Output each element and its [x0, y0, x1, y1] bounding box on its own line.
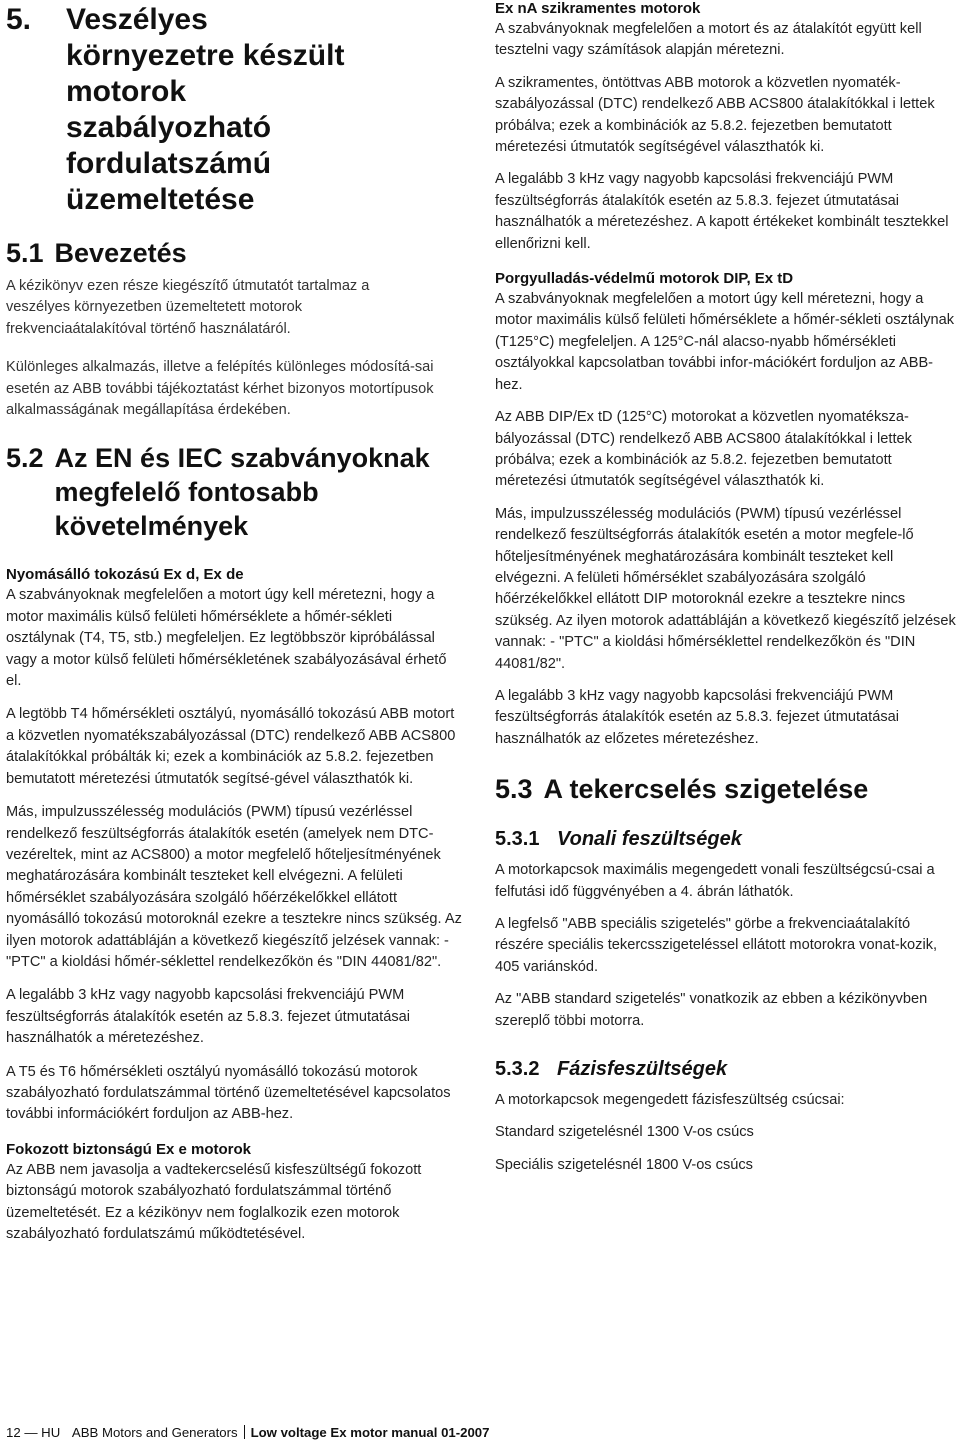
subheading-ex-d: Nyomásálló tokozású Ex d, Ex de: [6, 566, 244, 584]
section-title: Az EN és IEC szabványoknak megfelelő fontosabb követelmények: [54, 443, 430, 542]
paragraph: Az ABB nem javasolja a vadtekercselésű kisfeszültségű fokozott biztonságú motorok szabályozható fordulatszámmal történő üzemeltetését. Ez a kézikönyv nem foglalkozik ezen motorok szabályozható fordulatszámú működtetésével.: [6, 1161, 422, 1242]
section-5-3-heading: [495, 772, 957, 806]
section-number: 5.1: [6, 238, 44, 268]
footer-publisher: ABB Motors and Generators: [71, 1425, 238, 1440]
paragraph: Más, impulzusszélesség modulációs (PWM) típusú vezérléssel rendelkező feszültségforrás átalakítók esetén a motor megfele-lő hőteljesítményének meghatározására kombinált teszteket kell elvégezni. A felületi hőmérséklet szabályozására szolgáló hőérzékelőkkel ellátott DIP motoroknál ezekre a tesztekre nincs szükség. Az ilyen motorok adattábláján a következő kiegészítő jelzések vannak: - "PTC" a kioldási hőmérséklettel rendelkezőkön és "DIN 44081/82".: [495, 505, 956, 672]
section-5-3-2-heading: [495, 1056, 957, 1082]
section-5-3-1-heading: [495, 826, 957, 852]
footer-divider: [244, 1425, 245, 1439]
paragraph: Speciális szigetelésnél 1800 V-os csúcs: [495, 1156, 753, 1173]
paragraph: A kézikönyv ezen része kiegészítő útmutatót tartalmaz a veszélyes környezetben üzemeltetett motorok frekvenciaátalakítóval történő használatáról.: [6, 278, 370, 337]
paragraph: A T5 és T6 hőmérsékleti osztályú nyomásálló tokozású motorok szabályozható fordulatszámmal történő üzemeltetésével kapcsolatos további információkért forduljon az ABB-hez.: [6, 1063, 451, 1123]
paragraph: Különleges alkalmazás, illetve a felépítés különleges módosítá-sai esetén az ABB további tájékoztatást kérhet bizonyos motortípusok alkalmasságának megállapítása érdekében.: [6, 359, 434, 419]
subheading-dip: Porgyulladás-védelmű motorok DIP, Ex tD: [495, 270, 794, 288]
chapter-number: 5.: [6, 3, 32, 36]
paragraph: A legalább 3 kHz vagy nagyobb kapcsolási frekvenciájú PWM feszültségforrás átalakítók esetén az 5.8.3. fejezet útmutatásai használhatók a méretezéshez. A kapott értékeket kombinált tesztekkel ellenőrizni kell.: [495, 171, 949, 252]
paragraph: A motorkapcsok maximális megengedett vonali feszültségcsú-csai a felfutási idő függvényében a 4. ábrán láthatók.: [495, 862, 935, 900]
section-number: 5.3.1: [495, 828, 540, 851]
paragraph: A legtöbb T4 hőmérsékleti osztályú, nyomásálló tokozású ABB motort a közvetlen nyomatékszabályozással (DTC) rendelkező ABB ACS800 átalakítókkal próbálták ki; ezek a kombinációk az 5.8.2. fejezetben bemutatott méretezési útmutatók segítsé-gével választhatók ki.: [6, 706, 456, 787]
paragraph: Az "ABB standard szigetelés" vonatkozik az ebben a kézikönyvben szereplő többi motorra.: [495, 991, 928, 1029]
section-number: 5.2: [6, 443, 44, 474]
section-number: 5.3: [495, 774, 533, 805]
paragraph: Standard szigetelésnél 1300 V-os csúcs: [495, 1124, 754, 1141]
subheading-ex-e: Fokozott biztonságú Ex e motorok: [6, 1140, 252, 1158]
paragraph: A legalább 3 kHz vagy nagyobb kapcsolási frekvenciájú PWM feszültségforrás átalakítók esetén az 5.8.3. fejezet útmutatásai használhatók az előzetes méretezéshez.: [495, 687, 899, 747]
chapter-title-text: Veszélyes környezetre készült motorok szabályozható fordulatszámú üzemeltetése: [66, 3, 345, 216]
paragraph: A szabványoknak megfelelően a motort úgy kell méretezni, hogy a motor maximális külső felületi hőmérséklete a hőmér-sékleti osztálynak (T125°C) megfeleljen. A 125°C-nál alacso-nyabb hőmérsékleti osztályokkal kapcsolatban további infor-mációkért forduljon az ABB-hez.: [495, 291, 955, 393]
left-column: [6, 0, 464, 1254]
right-column: [495, 0, 957, 1185]
paragraph: A szikramentes, öntöttvas ABB motorok a közvetlen nyomaték-szabályozással (DTC) rendelkező ABB ACS800 átalakítókkal i lettek próbálva; ezek a kombinációk az 5.8.2. fejezetben bemutatott méretezési útmutatók segítségével választhatók ki.: [495, 74, 935, 156]
section-title: Bevezetés: [54, 238, 187, 268]
page-number: 12 — HU: [6, 1425, 61, 1440]
paragraph: A szabványoknak megfelelően a motort úgy kell méretezni, hogy a motor maximális külső felületi hőmérséklete a hőmér-sékleti osztálynak (T4, T5, stb.) megfeleljen. Ez legtöbbször kipróbálással vagy a motor külső felületi hőmérsékletének szabályozásával érhető el.: [6, 587, 447, 690]
section-5-1-body: [6, 276, 464, 421]
paragraph: Más, impulzusszélesség modulációs (PWM) típusú vezérléssel rendelkező feszültségforrás átalakítók esetén (amelyek nem DTC-vezéreltek, mint az ACS800) a motor megfelelő hőteljesítményének meghatározására kombinált teszteket kell elvégezni. A felületi hőmérséklet szabályozására szolgáló hőérzékelőkkel ellátott nyomásálló tokozású motoroknál ezekre a tesztekre nincs szükség. Az ilyen motorok adattábláján a következő kiegészítő jelzések vannak: - "PTC" a kioldási hőmér-séklettel rendelkezőkön és "DIN 44081/82".: [6, 804, 462, 970]
section-5-2-heading: [6, 441, 464, 543]
paragraph: Az ABB DIP/Ex tD (125°C) motorokat a közvetlen nyomatéksza-bályozással (DTC) rendelkező ABB ACS800 átalakítókkal i lettek próbálva; ezek a kombinációk az 5.8.2. fejezetben bemutatott méretezési útmutatók segítségével választhatók ki.: [495, 409, 912, 490]
paragraph: A legalább 3 kHz vagy nagyobb kapcsolási frekvenciájú PWM feszültségforrás átalakítók esetén az 5.8.3. fejezet útmutatásai használhatók a méretezéshez.: [6, 987, 410, 1047]
paragraph: A legfelső "ABB speciális szigetelés" görbe a frekvenciaátalakító részére speciális tekercsszigeteléssel ellátott motorokra vonat-kozik, 405 variánskód.: [495, 916, 938, 975]
section-5-2-body: [6, 565, 464, 1245]
section-5-1-heading: [6, 236, 464, 270]
section-title: Fázisfeszültségek: [557, 1058, 728, 1081]
section-title: A tekercselés szigetelése: [543, 774, 869, 805]
chapter-title: [6, 2, 464, 218]
subheading-ex-na: Ex nA szikramentes motorok: [495, 0, 701, 17]
section-number: 5.3.2: [495, 1058, 540, 1081]
paragraph: A szabványoknak megfelelően a motort és az átalakítót együtt kell tesztelni vagy számítások alapján méretezni.: [495, 21, 922, 59]
page-footer: [6, 1424, 946, 1442]
footer-title: Low voltage Ex motor manual 01-2007: [250, 1425, 490, 1440]
section-title: Vonali feszültségek: [557, 828, 742, 851]
paragraph: A motorkapcsok megengedett fázisfeszültség csúcsai:: [495, 1092, 845, 1109]
